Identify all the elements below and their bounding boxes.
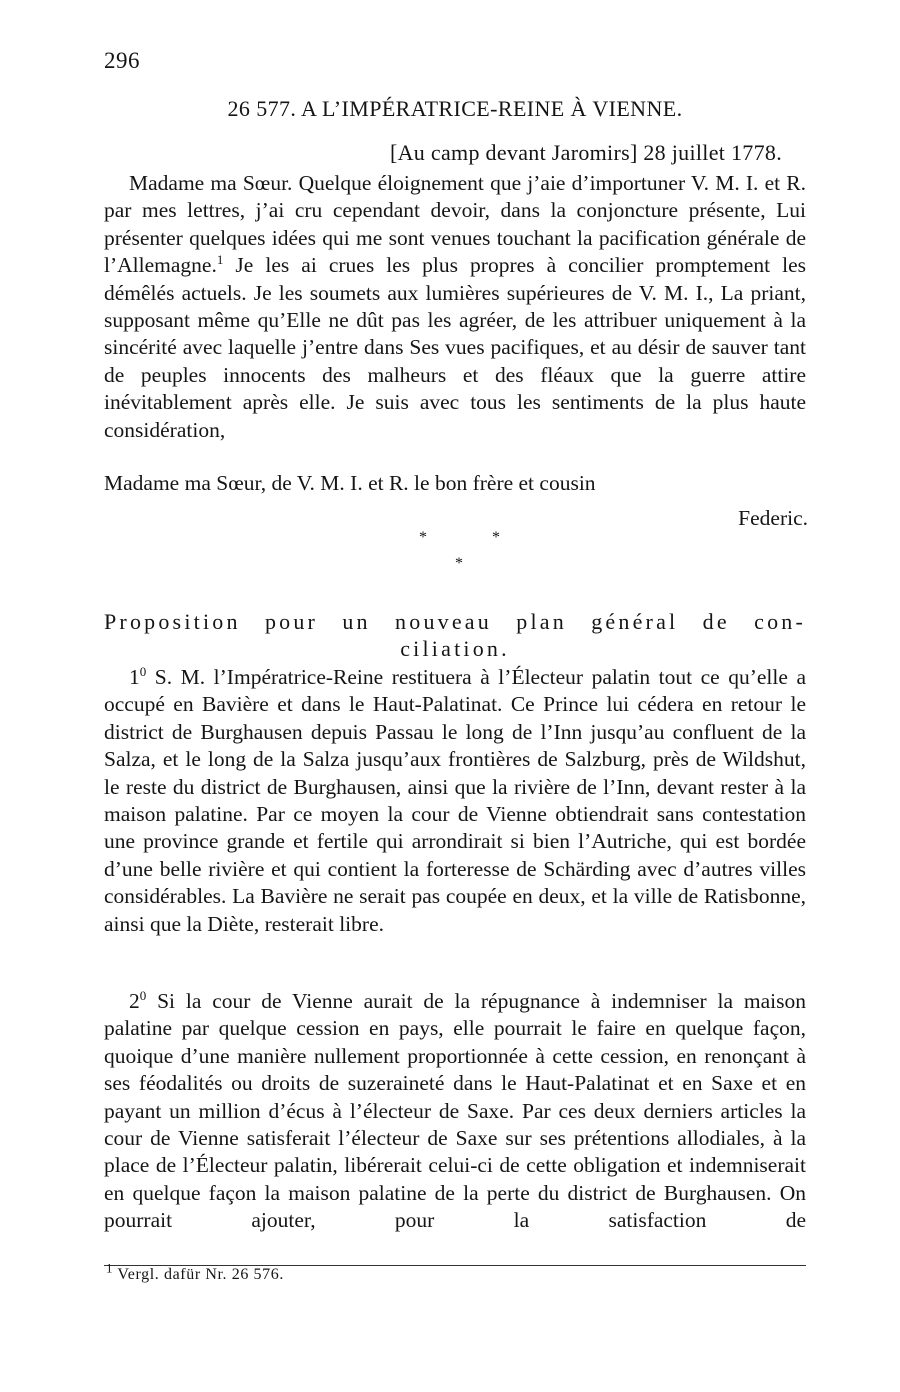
proposal-title xyxy=(104,608,806,662)
proposal-title-line-1: Proposition pour un nouveau plan général de con- xyxy=(104,609,806,634)
proposal-title-line-2: ciliation. xyxy=(400,636,510,661)
letter-closing: Madame ma Sœur, de V. M. I. et R. le bon frère et cousin xyxy=(104,471,596,495)
letter-date: [Au camp devant Jaromirs] 28 juillet 1778. xyxy=(389,140,782,165)
section-1-degree: 0 xyxy=(139,663,147,679)
letter-title: 26 577. A L’IMPÉRATRICE-REINE À VIENNE. xyxy=(227,96,683,121)
section-2-degree: 0 xyxy=(139,987,147,1003)
ornament-asterisk: * xyxy=(419,529,427,546)
letter-text-after-note: Je les ai crues les plus propres à concilier promptement les démêlés actuels. Je les soumets aux lumières supérieures de V. M. I., La priant, supposant même qu’Elle ne dût pas les agréer, de les attribuer uniquement à la sincérité avec laquelle j’entre dans Ses vues pacifiques, et au désir de sauver tant de peuples innocents des malheurs et des fléaux que la guerre attire inévitablement après elle. Je suis avec tous les sentiments de la plus haute considération, xyxy=(104,253,806,442)
section-2-number: 2 xyxy=(129,989,140,1013)
letter-body xyxy=(104,170,806,444)
section-2-text: Si la cour de Vienne aurait de la répugnance à indemniser la maison palatine par quelque cession en pays, elle pourrait le faire en quelque façon, quoique d’une manière nullement proportionnée à cette cession, en renonçant à ses féodalités ou droits de suzeraineté dans le Haut-Palatinat et en Saxe et en payant un million d’écus à l’électeur de Saxe. Par ces deux derniers articles la cour de Vienne satisferait l’électeur de Saxe sur ses prétentions allodiales, à la place de l’Électeur palatin, libérerait celui-ci de cette obligation et indemniserait en quelque façon la maison palatine de la perte du district de Burghausen. On pourrait ajouter, pour la satisfaction de xyxy=(104,989,806,1233)
section-2-paragraph xyxy=(104,988,806,1235)
footnote-reference[interactable]: 1 xyxy=(216,252,224,268)
page-number: 296 xyxy=(104,48,140,73)
proposal-section-1 xyxy=(104,664,806,938)
section-1-text: S. M. l’Impératrice-Reine restituera à l’Électeur palatin tout ce qu’elle a occupé en Bavière et dans le Haut-Palatinat. Ce Prince lui cédera en retour le district de Burghausen depuis Passau le long de l’Inn jusqu’au confluent de la Salza, et le long de la Salza jusqu’aux frontières de Salzburg, près de Wildshut, le reste du district de Burghausen, ainsi que la rivière de l’Inn, devant rester à la maison palatine. Par ce moyen la cour de Vienne obtiendrait sans contestation une province grande et fertile qui arrondirait si bien l’Autriche, qui est bordée d’une belle rivière et qui contient la forteresse de Schärding avec d’autres villes considérables. La Bavière ne serait pas coupée en deux, et la ville de Ratisbonne, ainsi que la Diète, resterait libre. xyxy=(104,665,806,936)
footnote-marker: 1 xyxy=(106,1260,114,1276)
section-1-number: 1 xyxy=(129,665,140,689)
footnote xyxy=(106,1260,284,1284)
footnote-text: Vergl. dafür Nr. 26 576. xyxy=(113,1266,284,1283)
letter-text-before-note: Madame ma Sœur. Quelque éloignement que j’aie d’importuner V. M. I. et R. par mes lettres, j’ai cru cependant devoir, dans la conjoncture présente, Lui présenter quelques idées qui me sont venues touchant la pacification générale de l’Allemagne. xyxy=(104,171,806,278)
letter-paragraph xyxy=(104,170,806,444)
ornament-asterisk: * xyxy=(492,529,500,546)
proposal-section-2 xyxy=(104,988,806,1235)
signature: Federic. xyxy=(738,506,808,530)
section-1-paragraph xyxy=(104,664,806,938)
ornament-asterisk: * xyxy=(455,555,463,572)
